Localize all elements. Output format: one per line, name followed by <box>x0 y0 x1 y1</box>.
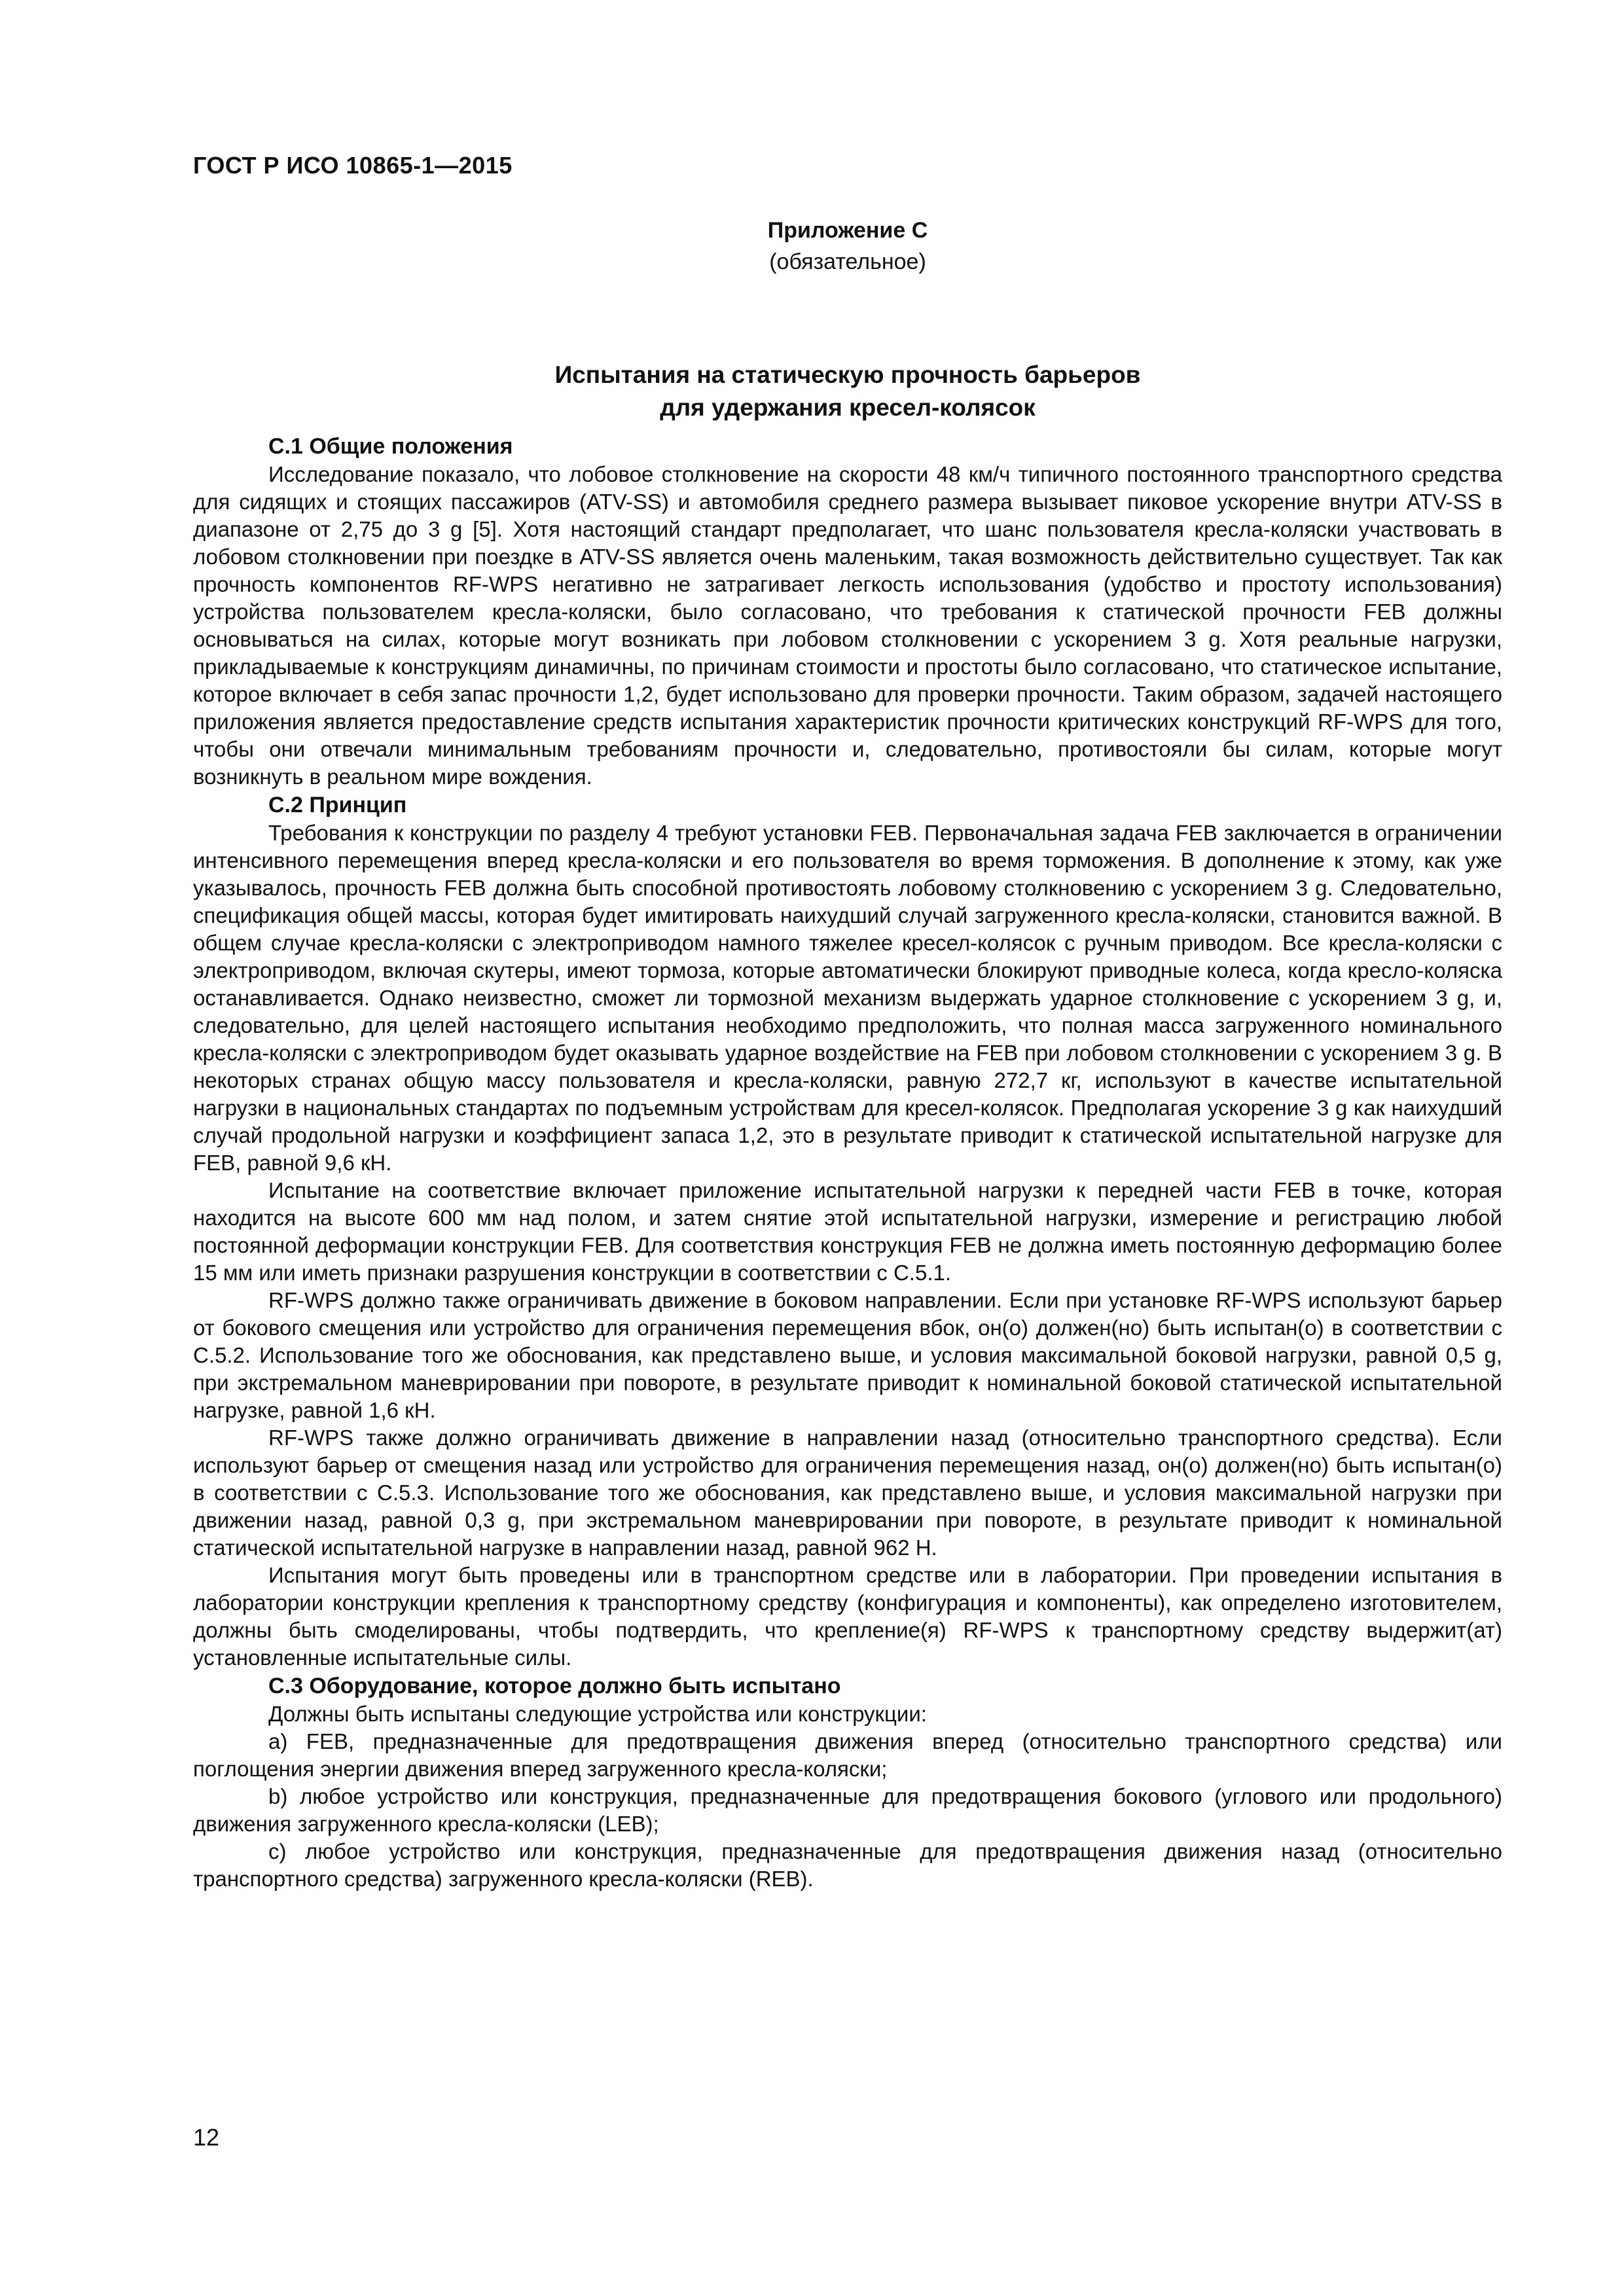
page-title-line-2: для удержания кресел-колясок <box>660 394 1036 421</box>
paragraph-c2-5: Испытания могут быть проведены или в транспортном средстве или в лаборатории. При проведении испытания в лаборатории конструкции крепления к транспортному средству (конфигурация и компоненты), как определено изготовителем, должны быть смоделированы, чтобы подтвердить, что крепление(я) RF-WPS к транспортному средству выдержит(ат) установленные испытательные силы. <box>193 1563 1502 1670</box>
section-heading-c2: С.2 Принцип <box>268 793 407 817</box>
section-heading-c1: С.1 Общие положения <box>268 434 513 459</box>
list-item-a: а) FEB, предназначенные для предотвращения движения вперед (относительно транспортного средства) или поглощения энергии движения вперед загруженного кресла-коляски; <box>193 1729 1502 1781</box>
paragraph-c2-2: Испытание на соответствие включает приложение испытательной нагрузки к передней части FEB в точке, которая находится на высоте 600 мм над полом, и затем снятие этой испытательной нагрузки, измерение и регистрацию любой постоянной деформации конструкции FEB. Для соответствия конструкция FEB не должна иметь постоянную деформацию более 15 мм или иметь признаки разрушения конструкции в соответствии с С.5.1. <box>193 1178 1502 1285</box>
paragraph-c1-1: Исследование показало, что лобовое столкновение на скорости 48 км/ч типичного постоянного транспортного средства для сидящих и стоящих пассажиров (ATV-SS) и автомобиля среднего размера вызывает пиковое ускорение внутри ATV-SS в диапазоне от 2,75 до 3 g [5]. Хотя настоящий стандарт предполагает, что шанс пользователя кресла-коляски участвовать в лобовом столкновении при поездке в ATV-SS является очень маленьким, такая возможность действительно существует. Так как прочность компонентов RF-WPS негативно не затрагивает легкость использования (удобство и простоту использования) устройства пользователем кресла-коляски, было согласовано, что требования к статической прочности FEB должны основываться на силах, которые могут возникать при лобовом столкновении с ускорением 3 g. Хотя реальные нагрузки, прикладываемые к конструкциям динамичны, по причинам стоимости и простоты было согласовано, что статическое испытание, которое включает в себя запас прочности 1,2, будет использовано для проверки прочности. Таким образом, задачей настоящего приложения является предоставление средств испытания характеристик прочности критических конструкций RF-WPS для того, чтобы они отвечали минимальным требованиям прочности и, следовательно, противостояли бы силам, которые могут возникнуть в реальном мире вождения. <box>193 462 1502 789</box>
list-item-b: b) любое устройство или конструкция, предназначенные для предотвращения бокового (углового или продольного) движения загруженного кресла-коляски (LEB); <box>193 1784 1502 1836</box>
paragraph-c2-3: RF-WPS должно также ограничивать движение в боковом направлении. Если при установке RF-WPS используют барьер от бокового смещения или устройство для ограничения перемещения вбок, он(о) должен(но) быть испытан(о) в соответствии с С.5.2. Использование того же обоснования, как представлено выше, и условия максимальной боковой нагрузки, равной 0,5 g, при экстремальном маневрировании при повороте, в результате приводит к номинальной боковой статической испытательной нагрузке, равной 1,6 кН. <box>193 1288 1502 1422</box>
page-title <box>193 359 1502 424</box>
paragraph-c2-1: Требования к конструкции по разделу 4 требуют установки FEB. Первоначальная задача FEB заключается в ограничении интенсивного перемещения вперед кресла-коляски и его пользователя во время торможения. В дополнение к этому, как уже указывалось, прочность FEB должна быть способной противостоять лобовому столкновению с ускорением 3 g. Следовательно, спецификация общей массы, которая будет имитировать наихудший случай загруженного кресла-коляски, становится важной. В общем случае кресла-коляски с электроприводом намного тяжелее кресел-колясок с ручным приводом. Все кресла-коляски с электроприводом, включая скутеры, имеют тормоза, которые автоматически блокируют приводные колеса, когда кресло-коляска останавливается. Однако неизвестно, сможет ли тормозной механизм выдержать ударное столкновение с ускорением 3 g, и, следовательно, для целей настоящего испытания необходимо предположить, что полная масса загруженного номинального кресла-коляски с электроприводом будет оказывать ударное воздействие на FEB при лобовом столкновении с ускорением 3 g. В некоторых странах общую массу пользователя и кресла-коляски, равную 272,7 кг, используют в качестве испытательной нагрузки в национальных стандартах по подъемным устройствам для кресел-колясок. Предполагая ускорение 3 g как наихудший случай продольной нагрузки и коэффициент запаса 1,2, это в результате приводит к статической испытательной нагрузке для FEB, равной 9,6 кН. <box>193 821 1502 1175</box>
page-number: 12 <box>193 2124 220 2151</box>
document-body <box>193 432 1502 1893</box>
annex-heading <box>193 215 1502 278</box>
list-item-c: с) любое устройство или конструкция, предназначенные для предотвращения движения назад (относительно транспортного средства) загруженного кресла-коляски (REB). <box>193 1839 1502 1891</box>
paragraph-c3-1: Должны быть испытаны следующие устройства или конструкции: <box>268 1702 927 1726</box>
section-heading-c3: С.3 Оборудование, которое должно быть испытано <box>268 1674 841 1698</box>
document-page <box>193 0 1502 2296</box>
annex-title: Приложение С <box>767 218 928 243</box>
page-title-line-1: Испытания на статическую прочность барьеров <box>554 361 1141 388</box>
annex-status: (обязательное) <box>769 249 926 274</box>
paragraph-c2-4: RF-WPS также должно ограничивать движение в направлении назад (относительно транспортного средства). Если используют барьер от смещения назад или устройство для ограничения перемещения назад, он(о) должен(но) быть испытан(о) в соответствии с С.5.3. Использование того же обоснования, как представлено выше, и условия максимальной нагрузки при движении назад, равной 0,3 g, при экстремальном маневрировании при повороте, в результате приводит к номинальной статической испытательной нагрузке в направлении назад, равной 962 Н. <box>193 1426 1502 1560</box>
document-code-header: ГОСТ Р ИСО 10865-1—2015 <box>193 152 513 179</box>
